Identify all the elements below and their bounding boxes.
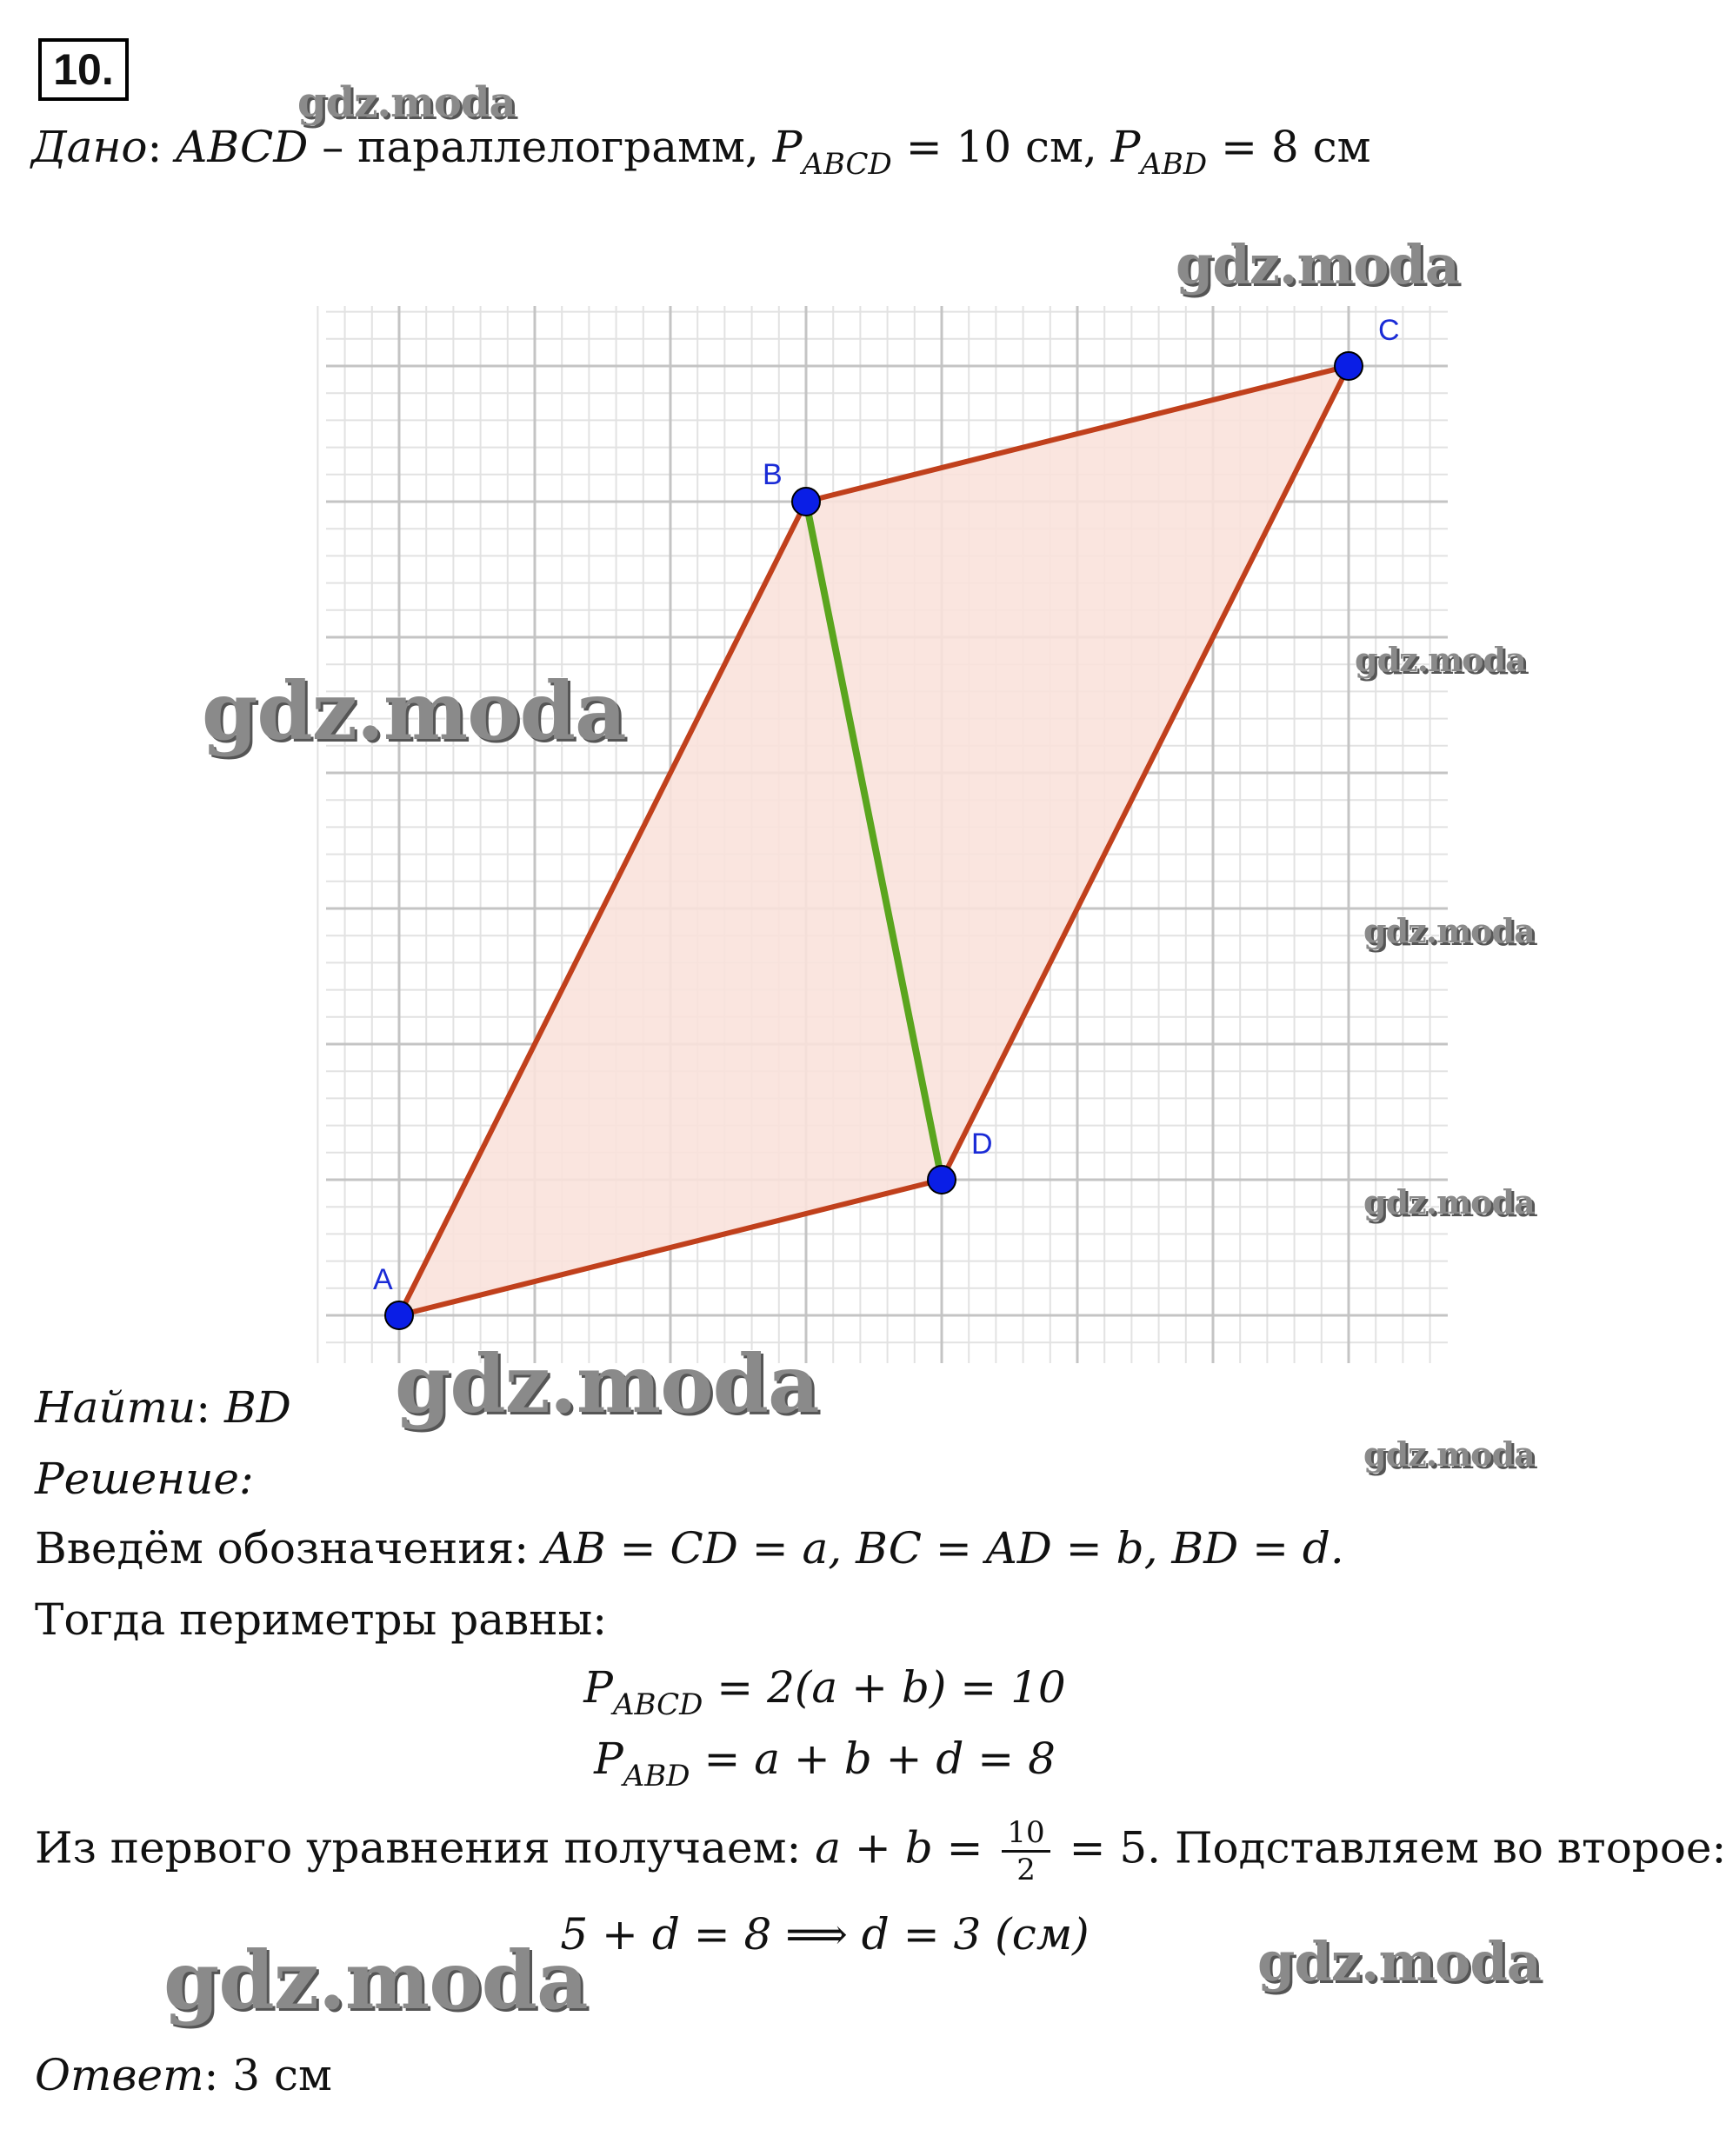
vertex-label-d: D xyxy=(971,1128,993,1161)
watermark: gdz.moda xyxy=(395,1337,819,1431)
eq2-p: P xyxy=(594,1733,623,1784)
fraction-numerator: 10 xyxy=(1002,1815,1050,1853)
from-first-line xyxy=(35,1815,1726,1887)
vertex-label-b: B xyxy=(763,458,783,491)
watermark: gdz.moda xyxy=(1176,233,1459,296)
given-p2-sub: ABD xyxy=(1140,147,1208,182)
solution-label: Решение: xyxy=(35,1454,254,1504)
given-figure-desc: – параллелограмм, xyxy=(322,122,773,172)
vertex-label-a: A xyxy=(373,1263,393,1296)
answer-value: : 3 см xyxy=(203,2050,332,2100)
given-p1-label: P xyxy=(772,122,803,172)
notation-text: Введём обозначения: xyxy=(35,1523,543,1574)
given-p2-value: = 8 см xyxy=(1221,122,1371,172)
vertex-label-c: C xyxy=(1378,314,1400,347)
vertex-d xyxy=(928,1166,956,1194)
from-first-math: a + b = xyxy=(815,1822,997,1873)
watermark: gdz.moda xyxy=(202,664,626,758)
equation-1 xyxy=(0,1662,1649,1722)
eq1-sub: ABCD xyxy=(612,1687,703,1722)
perimeters-text: Тогда периметры равны: xyxy=(35,1594,608,1645)
answer-label: Ответ xyxy=(35,2050,204,2100)
given-p2-label: P xyxy=(1110,122,1141,172)
from-first-text: Из первого уравнения получаем: xyxy=(35,1822,816,1873)
given-figure: ABCD xyxy=(176,122,309,172)
from-first-after: = 5. Подставляем во второе: xyxy=(1055,1822,1726,1873)
watermark: gdz.moda xyxy=(1363,911,1535,950)
given-p1-sub: ABCD xyxy=(802,147,892,182)
watermark: gdz.moda xyxy=(1257,1930,1541,1993)
answer-line xyxy=(35,2050,332,2100)
equation-2 xyxy=(0,1733,1649,1793)
eq1-p: P xyxy=(583,1662,613,1713)
eq2-sub: ABD xyxy=(623,1759,690,1793)
problem-number: 10. xyxy=(38,38,129,101)
given-line: Дано: ABCD – параллелограмм, $P_{ABCD} = 10$ см, $P_{ABD} = 8$ см xyxy=(31,122,1371,182)
fraction xyxy=(1002,1815,1050,1887)
vertex-a xyxy=(385,1301,413,1329)
watermark: gdz.moda xyxy=(1363,1434,1535,1474)
watermark: gdz.moda xyxy=(163,1933,588,2027)
equation-3: 5 + d = 8 ⟹ d = 3 (см) xyxy=(560,1909,1090,1960)
watermark: gdz.moda xyxy=(297,78,516,127)
watermark: gdz.moda xyxy=(1363,1182,1535,1221)
notation-math: AB = CD = a, BC = AD = b, BD = d. xyxy=(542,1523,1344,1574)
find-line: Найти: BD xyxy=(35,1382,291,1433)
notation-line xyxy=(35,1523,1344,1574)
eq1-rest: = 2(a + b) = 10 xyxy=(703,1662,1066,1713)
find-label: Найти xyxy=(35,1382,197,1433)
vertex-b xyxy=(792,488,820,516)
given-label: Дано xyxy=(31,122,148,172)
find-value: BD xyxy=(223,1382,291,1433)
fraction-denominator: 2 xyxy=(1016,1853,1036,1887)
watermark: gdz.moda xyxy=(1355,640,1526,679)
vertex-c xyxy=(1335,352,1363,380)
given-p1-value: = 10 см, xyxy=(905,122,1111,172)
eq2-rest: = a + b + d = 8 xyxy=(690,1733,1056,1784)
